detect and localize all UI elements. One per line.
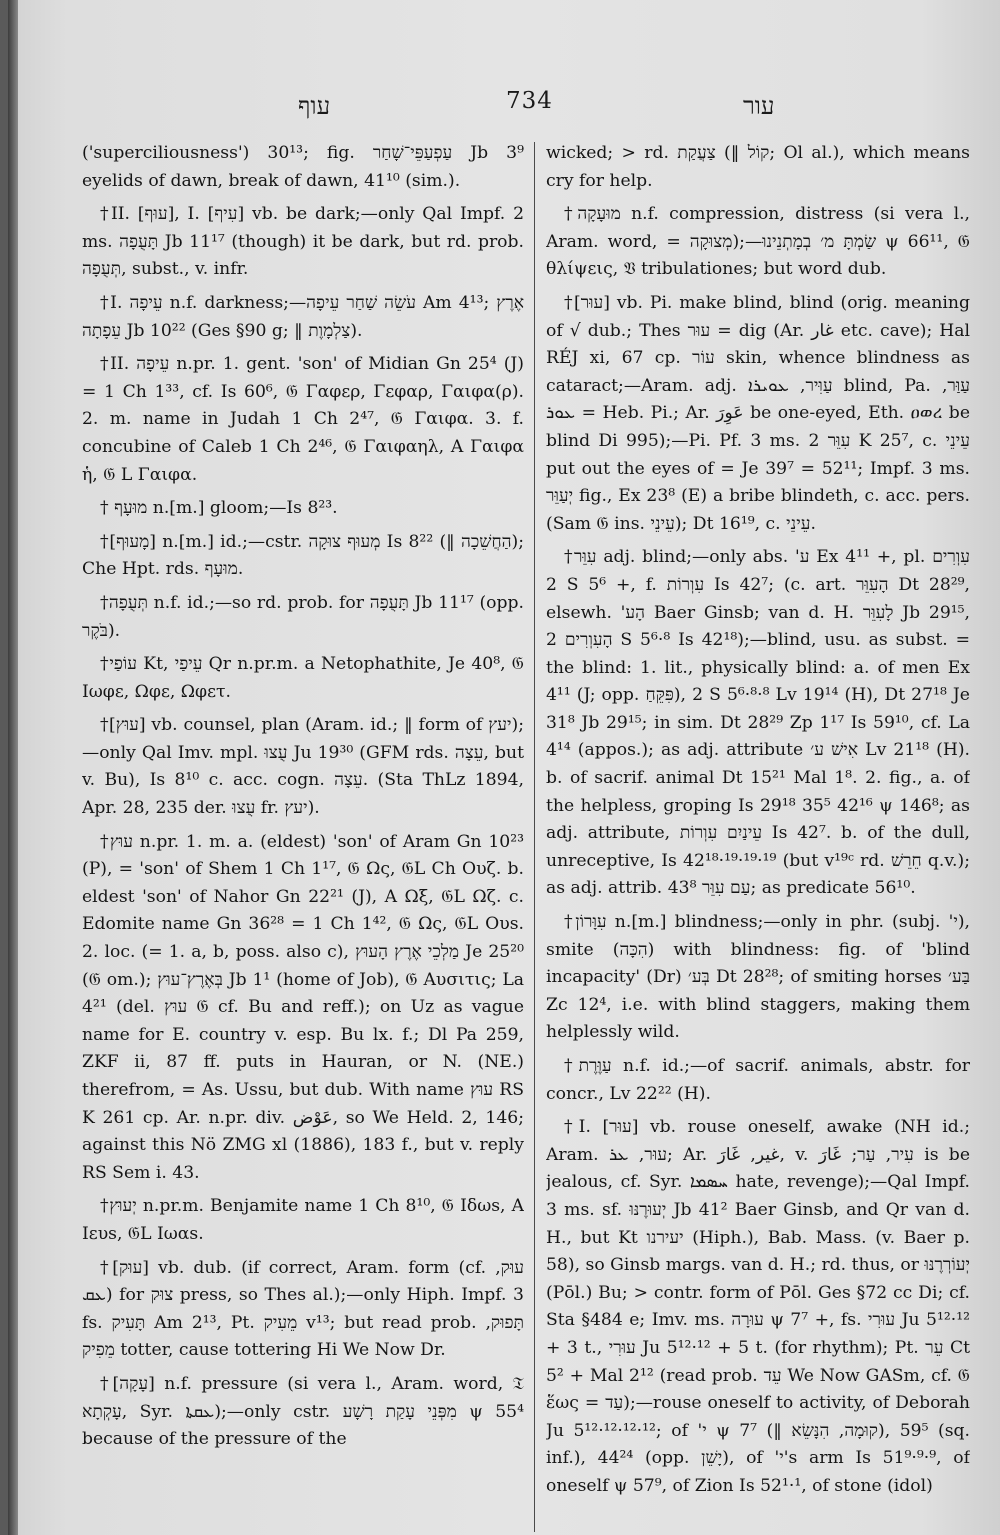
- entry-meuph: †[מָעוּף] n.[m.] id.;—cstr. מְעוּף צוּקָה Is 8²² (‖ הַחֲשֵׁכָה); Che Hpt. rds. מוּעָף.: [82, 531, 524, 580]
- left-column: [82, 140, 524, 1530]
- entry-ophai: †עוֹפַי Kt, עֵיפַי Qr n.pr.m. a Netophathite, Je 40⁸, 𝔊 Ιωφε, Ωφε, Ωφετ.: [82, 654, 524, 702]
- entry-teuphah: †תְּעֻפָה n.f. id.;—so rd. prob. for תָּעֻפָה Jb 11¹⁷ (opp. בֹּקֶר).: [82, 592, 524, 641]
- book-spine-shadow: [8, 0, 18, 1535]
- entry-continuation: ('superciliousness') 30¹³; fig. עַפְעַפֵּי־שָׁחַר Jb 3⁹ eyelids of dawn, break of dawn, 41¹⁰ (sim.).: [82, 143, 524, 191]
- entry-uph-be-dark: †II. [עוּף], I. [עִיף] vb. be dark;—only Qal Impf. 2 ms. תָּעֻפָה Jb 11¹⁷ (though) it be dark, but rd. prob. תְּעֻפָה, subst., v. infr.: [82, 204, 524, 280]
- entry-ivver-blind: †עִוֵּר adj. blind;—only abs. 'ע Ex 4¹¹ +, pl. עִוְרִים 2 S 5⁶ +, f. עִוְרוֹת Is 42⁷; (c. art. הָעִוֵּר Dt 28²⁹, elsewh. 'הָע Baer Ginsb; van d. H. לָעִוֵּר Jb 29¹⁵, הָעִוְרִים 2 S 5⁶·⁸ Is 42¹⁸);—blind, usu. as subst. = the blind: 1. lit., physically blind: a. of men Ex 4¹¹ (J; opp. פִּקֵּחַ), 2 S 5⁶·⁸·⁸ Lv 19¹⁴ (H), Dt 27¹⁸ Je 31⁸ Jb 29¹⁵; in sim. Dt 28²⁹ Zp 1¹⁷ Is 59¹⁰, cf. La 4¹⁴ (appos.); as adj. attribute אִישׁ ע׳ Lv 21¹⁸ (H). b. of sacrif. animal Dt 15²¹ Mal 1⁸. 2. fig., a. of the helpless, groping Is 29¹⁸ 35⁵ 42¹⁶ ψ 146⁸; as adj. attribute, עֵינַיִם עִוְרוֹת Is 42⁷. b. of the dull, unreceptive, Is 42¹⁸·¹⁹·¹⁹·¹⁹ (but v¹⁹ᶜ rd. חֵרֵשׁ q.v.); as adj. attrib. עַם עִוֵּר 43⁸; as predicate 56¹⁰.: [546, 547, 970, 899]
- entry-uq-verb: †[עוּק] vb. dub. (if correct, Aram. form (cf. עוּק, ܥܩ) for צוּק press, so Thes al.);—only Hiph. Impf. 3 fs. תָּעִיק Am 2¹³, Pt. מֵעִיק v¹³; but read prob. תָּפוּק, מֵפִיק totter, cause tottering Hi We Now Dr.: [82, 1257, 524, 1361]
- dictionary-page: [8, 0, 1000, 1535]
- entry-yeuts: †יְעוּץ n.pr.m. Benjamite name 1 Ch 8¹⁰, 𝔊 Ιδωs, A Ιευs, 𝔊L Ιωαs.: [82, 1196, 524, 1244]
- page-number: 734: [506, 88, 553, 114]
- entry-ur-make-blind: †[עוּר] vb. Pi. make blind, blind (orig. meaning of √ dub.; Thes עוּר = dig (Ar. غار etc. cave); Hal RÉJ xi, 67 cp. עוֹר skin, whence blindness as cataract;—Aram. adj. עַוִּיר, ܥܘܝܪܐ blind, Pa. עַוַּר, ܥܘܪ = Heb. Pi.; Ar. عَوِرَ be one-eyed, Eth. ዐወረ be blind Di 995);—Pi. Pf. 3 ms. עִוֵּר 2 K 25⁷, c. עֵינֵי put out the eyes of = Je 39⁷ = 52¹¹; Impf. 3 ms. יְעַוֵּר fig., Ex 23⁸ (E) a bribe blindeth, c. acc. pers. (Sam 𝔊 ins. עֵינֵי); Dt 16¹⁹, c. עֵינֵי.: [546, 292, 970, 534]
- entry-eiphah-darkness: †I. עֵיפָה n.f. darkness;—עֹשֵׂה שַׁחַר עֵיפָה Am 4¹³; אֶרֶץ עֵפָתָה Jb 10²² (Ges §90 g; ‖ צַלְמָוֶת).: [82, 292, 524, 341]
- entry-uts-counsel: †[עוּץ] vb. counsel, plan (Aram. id.; ‖ form of יעץ);—only Qal Imv. mpl. עֻצוּ Ju 19³⁰ (GFM rds. עֵצָה, but v. Bu), Is 8¹⁰ c. acc. cogn. עֵצָה. (Sta ThLz 1894, Apr. 28, 235 der. עֻצוּ fr. יעץ).: [82, 715, 524, 819]
- right-column: [546, 140, 970, 1530]
- entry-muaqah: †מוּעָקָה n.f. compression, distress (si vera l., Aram. word, = מְצוּקָה);—שַׂמְתָּ מ׳ בְמָתְנֵינוּ ψ 66¹¹, 𝔊 θλίψεις, 𝔙 tribulationes; but word dub.: [546, 204, 970, 280]
- entry-uz-proper-name: †עוּץ n.pr. 1. m. a. (eldest) 'son' of Aram Gn 10²³ (P), = 'son' of Shem 1 Ch 1¹⁷, 𝔊 Ως, 𝔊L Ch Ουζ. b. eldest 'son' of Nahor Gn 22²¹ (J), A Ωξ, 𝔊L Ωζ. c. Edomite name Gn 36²⁸ = 1 Ch 1⁴², 𝔊 Ως, 𝔊L Ουs. 2. loc. (= 1. a, b, poss. also c), מַלְכֵי אֶרֶץ הָעוּץ Je 25²⁰ (𝔊 om.); בְּאֶרֶץ־עוּץ Jb 1¹ (home of Job), 𝔊 Αυσιτις; La 4²¹ (del. עוּץ 𝔊 cf. Bu and reff.); on Uz as vague name for E. country v. esp. Bu lx. f.; Dl Pa 259, ZKF ii, 87 ff. puts in Hauran, or N. (NE.) therefrom, = As. Ussu, but dub. With name עוּץ RS K 261 cp. Ar. n.pr. div. عَوْض, so We Held. 2, 146; against this Nö ZMG xl (1886), 183 f., but v. reply RS Sem i. 43.: [82, 831, 524, 1183]
- entry-avveret: †עַוֶּרֶת n.f. id.;—of sacrif. animals, abstr. for concr., Lv 22²² (H).: [546, 1056, 970, 1104]
- entry-eiphah-proper-name: †II. עֵיפָה n.pr. 1. gent. 'son' of Midian Gn 25⁴ (J) = 1 Ch 1³³, cf. Is 60⁶, 𝔊 Γαφερ, Γεφαρ, Γαιφα(ρ). 2. m. name in Judah 1 Ch 2⁴⁷, 𝔊 Γαιφα. 3. f. concubine of Caleb 1 Ch 2⁴⁶, 𝔊 Γαιφαηλ, A Γαιφα ἡ, 𝔊 L Γαιφα.: [82, 354, 524, 485]
- entry-continuation: wicked; > rd. צַעֲקַת (‖ קוֹל; Ol al.), which means cry for help.: [546, 143, 970, 191]
- entry-aqah-pressure: †[עָקָה] n.f. pressure (si vera l., Aram. word, 𝔗 עָקְתָא, Syr. ܥܩܬܐ);—only cstr. מִפְּנֵי עָקַת רָשָׁע ψ 55⁴ because of the pressure of the: [82, 1373, 524, 1450]
- right-running-head: עור: [743, 92, 775, 120]
- column-divider: [534, 142, 535, 1532]
- entry-ur-rouse-oneself: †I. [עוּר] vb. rouse oneself, awake (NH id.; Aram. עוּר, ܥܪ; Ar. غير, غَارَ, v. עִיר, עַר; غَارَ is be jealous, cf. Syr. ܚܣܡܐ hate, revenge);—Qal Impf. 3 ms. sf. יְעוּרֶנּוּ Jb 41² Baer Ginsb, and Qr van d. H., but Kt יעירנו (Hiph.), Bab. Mass. (v. Baer p. 58), so Ginsb margs. van d. H.; rd. thus, or יְעוֹרְרֶנּוּ (Pōl.) Bu; > contr. form of Pōl. Ges §72 cc Di; cf. Sta §484 e; Imv. ms. עוּרָה ψ 7⁷ +, fs. עוּרִי Ju 5¹²·¹² + 3 t., עוּרִי Ju 5¹²·¹² + 5 t. (for rhythm); Pt. עֵר Ct 5² + Mal 2¹² (read prob. עֵד We Now GASm, cf. 𝔊 ἕως = עַד);—rouse oneself to activity, of Deborah Ju 5¹²·¹²·¹²·¹²; of 'י ψ 7⁷ (‖ קוּמָה, הִנָּשֵׂא), 59⁵ (sq. inf.), 44²⁴ (opp. יָשֵׁן), of 'י's arm Is 51⁹·⁹·⁹, of oneself ψ 57⁹, of Zion Is 52¹·¹, of stone (idol): [546, 1117, 970, 1496]
- entry-ivvaron-blindness: †עִוָּרוֹן n.[m.] blindness;—only in phr. (subj. 'י), smite (הִכָּה) with blindness: fig. of 'blind incapacity' (Dr) בְּע׳ Dt 28²⁸; of smiting horses בַּע׳ Zc 12⁴, i.e. with blind staggers, making them helplessly wild.: [546, 912, 970, 1043]
- left-running-head: עוף: [298, 92, 331, 120]
- entry-muaph-gloom: † מוּעָף n.[m.] gloom;—Is 8²³.: [100, 498, 338, 519]
